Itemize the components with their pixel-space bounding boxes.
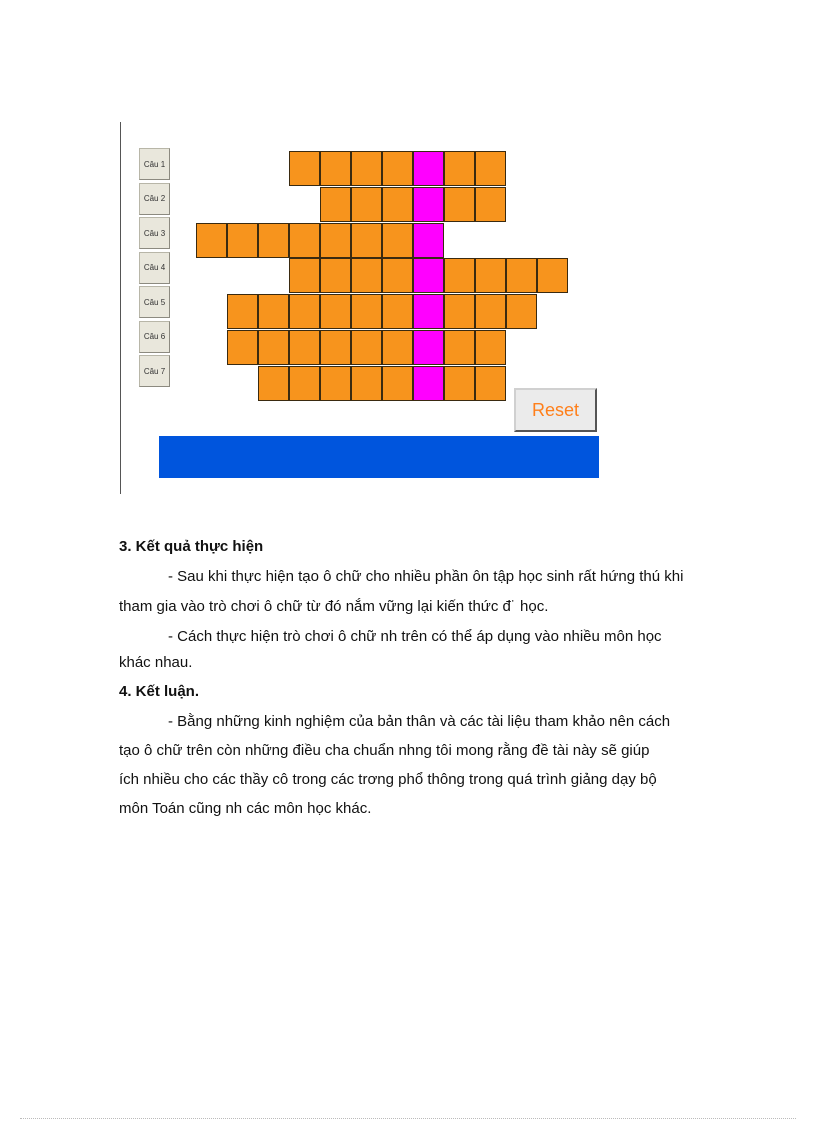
keyword-cell[interactable] (413, 330, 444, 365)
keyword-cell[interactable] (413, 258, 444, 293)
crossword-cell[interactable] (258, 366, 289, 401)
crossword-cell[interactable] (382, 223, 413, 258)
crossword-cell[interactable] (444, 330, 475, 365)
crossword-cell[interactable] (475, 187, 506, 222)
crossword-cell[interactable] (320, 151, 351, 186)
crossword-cell[interactable] (320, 223, 351, 258)
crossword-cell[interactable] (444, 187, 475, 222)
section-4-line-2: tạo ô chữ trên còn những điều cha chuẩn nhng tôi mong rằng đề tài này sẽ giúp (119, 742, 650, 759)
keyword-cell[interactable] (413, 187, 444, 222)
keyword-cell[interactable] (413, 223, 444, 258)
crossword-cell[interactable] (227, 294, 258, 329)
crossword-cell[interactable] (351, 294, 382, 329)
question-button-1[interactable]: Câu 1 (139, 148, 170, 180)
crossword-cell[interactable] (351, 223, 382, 258)
left-margin-rule (120, 122, 121, 494)
crossword-cell[interactable] (351, 151, 382, 186)
crossword-cell[interactable] (289, 366, 320, 401)
crossword-cell[interactable] (475, 151, 506, 186)
crossword-cell[interactable] (382, 187, 413, 222)
crossword-cell[interactable] (475, 258, 506, 293)
crossword-cell[interactable] (351, 258, 382, 293)
crossword-cell[interactable] (320, 258, 351, 293)
section-4-line-4: môn Toán cũng nh các môn học khác. (119, 800, 372, 817)
section-3-paragraph-2-line-2: khác nhau. (119, 654, 193, 671)
crossword-cell[interactable] (351, 330, 382, 365)
crossword-cell[interactable] (444, 366, 475, 401)
crossword-cell[interactable] (196, 223, 227, 258)
question-button-3[interactable]: Câu 3 (139, 217, 170, 249)
crossword-cell[interactable] (258, 294, 289, 329)
crossword-cell[interactable] (258, 223, 289, 258)
crossword-cell[interactable] (506, 258, 537, 293)
crossword-cell[interactable] (289, 330, 320, 365)
crossword-cell[interactable] (320, 187, 351, 222)
crossword-cell[interactable] (351, 187, 382, 222)
section-3-heading: 3. Kết quả thực hiện (119, 538, 264, 555)
section-4-line-3: ích nhiều cho các thầy cô trong các trơng phổ thông trong quá trình giảng dạy bộ (119, 771, 657, 788)
crossword-cell[interactable] (289, 151, 320, 186)
section-4-heading: 4. Kết luận. (119, 683, 200, 700)
crossword-cell[interactable] (289, 223, 320, 258)
crossword-cell[interactable] (227, 223, 258, 258)
page-bottom-border (20, 1118, 796, 1119)
answer-bar (159, 436, 599, 478)
crossword-cell[interactable] (506, 294, 537, 329)
question-button-5[interactable]: Câu 5 (139, 286, 170, 318)
keyword-cell[interactable] (413, 366, 444, 401)
crossword-cell[interactable] (382, 258, 413, 293)
question-button-7[interactable]: Câu 7 (139, 355, 170, 387)
crossword-cell[interactable] (382, 294, 413, 329)
section-3-paragraph-2-line-1: - Cách thực hiện trò chơi ô chữ nh trên có thể áp dụng vào nhiều môn học (168, 628, 662, 645)
crossword-cell[interactable] (537, 258, 568, 293)
section-3-paragraph-1-line-2: tham gia vào trò chơi ô chữ từ đó nắm vững lại kiến thức đ˙ học. (119, 598, 549, 615)
crossword-cell[interactable] (320, 366, 351, 401)
crossword-cell[interactable] (444, 151, 475, 186)
question-button-2[interactable]: Câu 2 (139, 183, 170, 215)
section-4-line-1: - Bằng những kinh nghiệm của bản thân và các tài liệu tham khảo nên cách (168, 713, 671, 730)
crossword-cell[interactable] (382, 330, 413, 365)
keyword-cell[interactable] (413, 294, 444, 329)
crossword-cell[interactable] (289, 258, 320, 293)
crossword-cell[interactable] (475, 294, 506, 329)
section-3-paragraph-1-line-1: - Sau khi thực hiện tạo ô chữ cho nhiều phần ôn tập học sinh rất hứng thú khi (168, 568, 684, 585)
crossword-cell[interactable] (382, 151, 413, 186)
question-button-4[interactable]: Câu 4 (139, 252, 170, 284)
crossword-cell[interactable] (444, 294, 475, 329)
question-button-6[interactable]: Câu 6 (139, 321, 170, 353)
crossword-cell[interactable] (227, 330, 258, 365)
reset-button[interactable]: Reset (514, 388, 597, 432)
crossword-cell[interactable] (382, 366, 413, 401)
crossword-cell[interactable] (475, 366, 506, 401)
crossword-cell[interactable] (320, 330, 351, 365)
crossword-cell[interactable] (444, 258, 475, 293)
crossword-cell[interactable] (289, 294, 320, 329)
crossword-cell[interactable] (475, 330, 506, 365)
crossword-cell[interactable] (320, 294, 351, 329)
keyword-cell[interactable] (413, 151, 444, 186)
crossword-cell[interactable] (351, 366, 382, 401)
crossword-cell[interactable] (258, 330, 289, 365)
